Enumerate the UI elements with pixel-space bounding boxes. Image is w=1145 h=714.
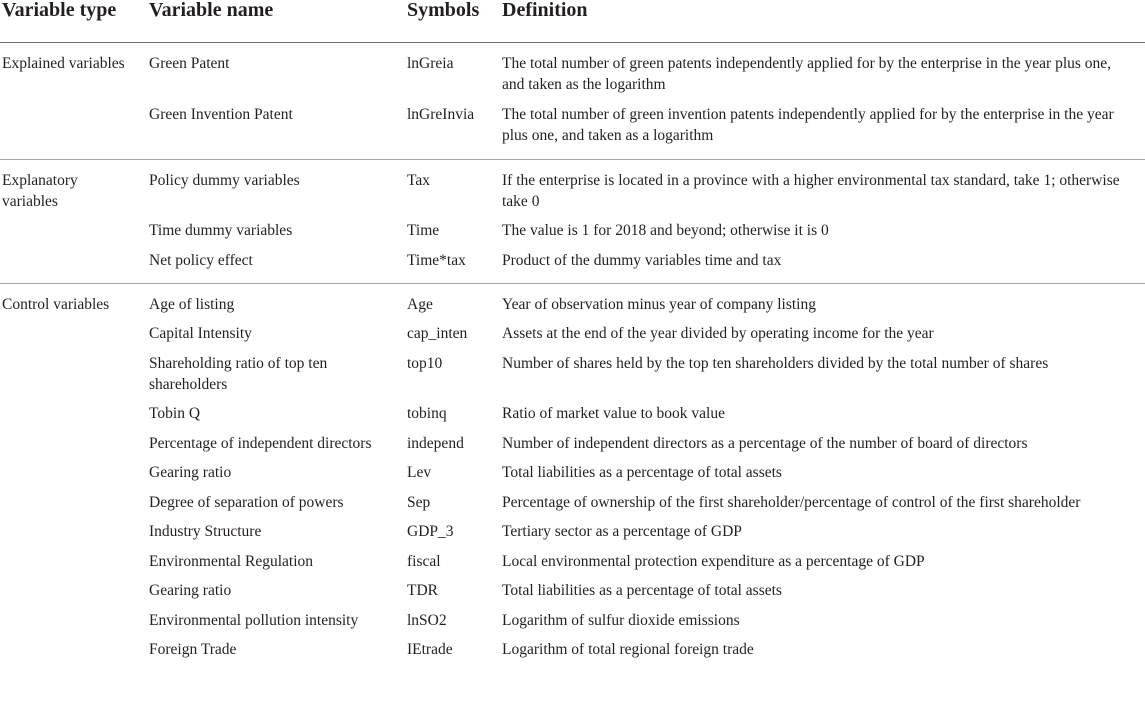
symbol-cell bbox=[407, 323, 502, 344]
symbol-cell bbox=[407, 580, 502, 601]
header-definition: Definition bbox=[502, 0, 588, 21]
header-variable-name: Variable name bbox=[149, 0, 274, 21]
symbol-cell bbox=[407, 462, 502, 483]
text-line: If the enterprise is located in a province with a higher environmental tax standard, take 1; otherwise bbox=[502, 171, 1120, 189]
definition-cell bbox=[502, 353, 1145, 374]
text-line: Number of shares held by the top ten shareholders divided by the total number of shares bbox=[502, 354, 1049, 372]
definition-cell bbox=[502, 104, 1145, 146]
text-line: Capital Intensity bbox=[149, 325, 252, 342]
variable-name-cell bbox=[149, 492, 399, 513]
text-line: and taken as the logarithm bbox=[502, 76, 666, 93]
header-symbols: Symbols bbox=[407, 0, 480, 21]
text-line: Environmental Regulation bbox=[149, 552, 314, 570]
text-line: fiscal bbox=[407, 552, 441, 570]
text-line: Year of observation minus year of company listing bbox=[502, 295, 816, 313]
definition-cell bbox=[502, 492, 1145, 513]
variable-name-cell bbox=[149, 610, 399, 631]
variable-name-cell bbox=[149, 53, 399, 74]
definition-cell bbox=[502, 433, 1145, 454]
text-line: Logarithm of total regional foreign trade bbox=[502, 641, 754, 658]
symbol-cell bbox=[407, 170, 502, 191]
text-line: Foreign Trade bbox=[149, 641, 237, 658]
text-line: Percentage of independent directors bbox=[149, 434, 372, 452]
table-body bbox=[0, 43, 1145, 672]
text-line: Green Invention Patent bbox=[149, 105, 293, 123]
variable-name-cell bbox=[149, 220, 399, 241]
definition-cell bbox=[502, 521, 1145, 542]
symbol-cell bbox=[407, 492, 502, 513]
definition-cell bbox=[502, 551, 1145, 572]
variable-group bbox=[0, 283, 1145, 673]
text-line: Explained variables bbox=[2, 55, 125, 72]
variable-name-cell bbox=[149, 580, 399, 601]
text-line: Logarithm of sulfur dioxide emissions bbox=[502, 611, 740, 629]
symbol-cell bbox=[407, 294, 502, 315]
text-line: plus one, and taken as a logarithm bbox=[502, 126, 714, 144]
text-line: Age of listing bbox=[149, 295, 235, 313]
text-line: The total number of green patents independently applied for by the enterprise in the year plus one, bbox=[502, 55, 1112, 72]
text-line: Tax bbox=[407, 171, 431, 189]
text-line: Policy dummy variables bbox=[149, 171, 300, 189]
text-line: GDP_3 bbox=[407, 523, 454, 540]
definition-cell bbox=[502, 294, 1145, 315]
text-line: Net policy effect bbox=[149, 251, 253, 269]
text-line: Gearing ratio bbox=[149, 464, 232, 481]
text-line: Green Patent bbox=[149, 55, 230, 72]
text-line: Local environmental protection expenditure as a percentage of GDP bbox=[502, 552, 925, 570]
text-line: The value is 1 for 2018 and beyond; otherwise it is 0 bbox=[502, 222, 829, 239]
variable-group bbox=[0, 159, 1145, 283]
variable-name-cell bbox=[149, 250, 399, 271]
symbol-cell bbox=[407, 104, 502, 125]
definition-cell bbox=[502, 53, 1145, 95]
symbol-cell bbox=[407, 220, 502, 241]
text-line: Ratio of market value to book value bbox=[502, 405, 725, 422]
text-line: Degree of separation of powers bbox=[149, 493, 344, 511]
text-line: Shareholding ratio of top ten bbox=[149, 354, 328, 372]
variable-name-cell bbox=[149, 433, 399, 454]
definition-cell bbox=[502, 639, 1145, 660]
text-line: Percentage of ownership of the first shareholder/percentage of control of the first shareholder bbox=[502, 493, 1081, 511]
text-line: tobinq bbox=[407, 405, 447, 422]
text-line: take 0 bbox=[502, 192, 540, 210]
variable-group bbox=[0, 43, 1145, 159]
variable-type-cell bbox=[2, 294, 142, 315]
definition-cell bbox=[502, 610, 1145, 631]
variable-type-cell bbox=[2, 170, 142, 212]
text-line: Number of independent directors as a percentage of the number of board of directors bbox=[502, 434, 1028, 452]
text-line: variables bbox=[2, 192, 58, 210]
symbol-cell bbox=[407, 353, 502, 374]
symbol-cell bbox=[407, 53, 502, 74]
text-line: shareholders bbox=[149, 375, 228, 393]
text-line: lnGreInvia bbox=[407, 105, 475, 123]
variable-name-cell bbox=[149, 104, 399, 125]
table-header-row bbox=[0, 0, 1145, 43]
text-line: TDR bbox=[407, 582, 438, 599]
text-line: Total liabilities as a percentage of total assets bbox=[502, 464, 782, 481]
header-variable-type: Variable type bbox=[2, 0, 117, 21]
text-line: Age bbox=[407, 295, 433, 313]
text-line: Lev bbox=[407, 464, 432, 481]
text-line: Control variables bbox=[2, 295, 110, 313]
variable-name-cell bbox=[149, 323, 399, 344]
symbol-cell bbox=[407, 433, 502, 454]
text-line: lnGreia bbox=[407, 55, 454, 72]
symbol-cell bbox=[407, 521, 502, 542]
variable-name-cell bbox=[149, 462, 399, 483]
symbol-cell bbox=[407, 639, 502, 660]
text-line: Assets at the end of the year divided by operating income for the year bbox=[502, 325, 934, 342]
text-line: IEtrade bbox=[407, 641, 453, 658]
definition-cell bbox=[502, 580, 1145, 601]
text-line: Environmental pollution intensity bbox=[149, 611, 359, 629]
variable-name-cell bbox=[149, 294, 399, 315]
text-line: cap_inten bbox=[407, 325, 468, 342]
symbol-cell bbox=[407, 403, 502, 424]
text-line: lnSO2 bbox=[407, 611, 447, 629]
variable-type-cell bbox=[2, 53, 142, 74]
text-line: Time dummy variables bbox=[149, 222, 293, 239]
text-line: Total liabilities as a percentage of total assets bbox=[502, 582, 782, 599]
symbol-cell bbox=[407, 610, 502, 631]
text-line: Industry Structure bbox=[149, 523, 262, 540]
variable-name-cell bbox=[149, 521, 399, 542]
text-line: Tertiary sector as a percentage of GDP bbox=[502, 523, 742, 540]
symbol-cell bbox=[407, 250, 502, 271]
text-line: Product of the dummy variables time and tax bbox=[502, 251, 782, 269]
definition-cell bbox=[502, 220, 1145, 241]
text-line: Tobin Q bbox=[149, 405, 201, 422]
definition-cell bbox=[502, 250, 1145, 271]
text-line: Time bbox=[407, 222, 440, 239]
text-line: Gearing ratio bbox=[149, 582, 232, 599]
symbol-cell bbox=[407, 551, 502, 572]
text-line: independ bbox=[407, 434, 464, 452]
definition-cell bbox=[502, 323, 1145, 344]
variable-name-cell bbox=[149, 639, 399, 660]
definition-cell bbox=[502, 462, 1145, 483]
variable-name-cell bbox=[149, 170, 399, 191]
text-line: Explanatory bbox=[2, 171, 78, 189]
variable-name-cell bbox=[149, 353, 399, 395]
variable-name-cell bbox=[149, 403, 399, 424]
text-line: Time*tax bbox=[407, 251, 466, 269]
variable-name-cell bbox=[149, 551, 399, 572]
text-line: The total number of green invention patents independently applied for by the enterprise in the year bbox=[502, 105, 1114, 123]
text-line: Sep bbox=[407, 493, 431, 511]
definition-cell bbox=[502, 170, 1145, 212]
definition-cell bbox=[502, 403, 1145, 424]
text-line: top10 bbox=[407, 354, 443, 372]
